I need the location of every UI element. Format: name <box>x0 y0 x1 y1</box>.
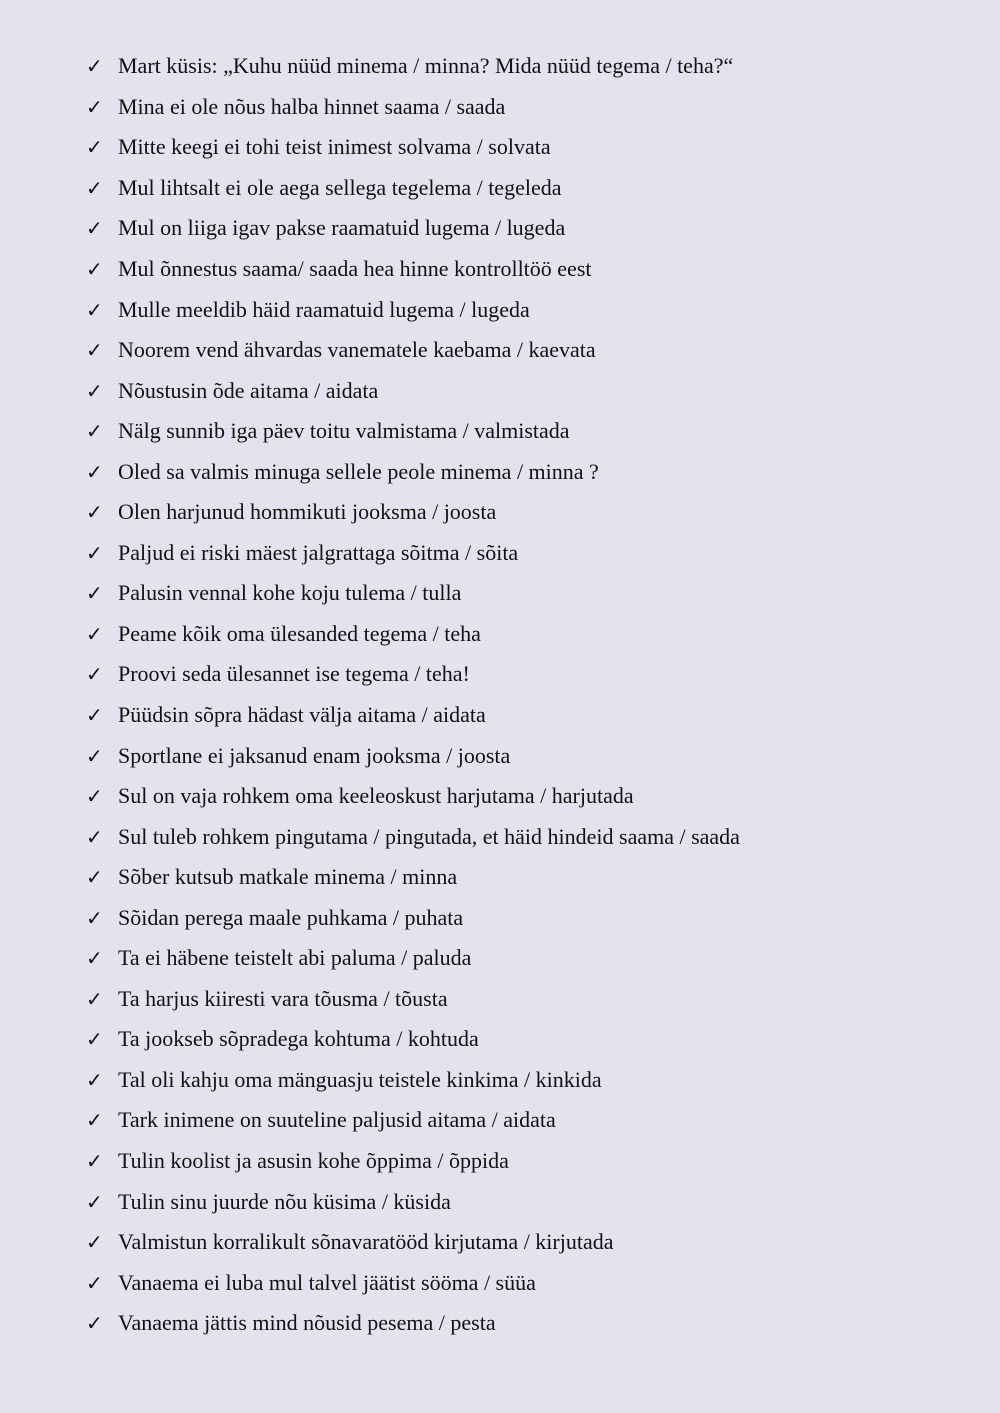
checkmark-icon: ✓ <box>86 1270 103 1295</box>
list-item-text: Vanaema jättis mind nõusid pesema / pesta <box>118 1310 496 1336</box>
list-item-text: Sul on vaja rohkem oma keeleoskust harjutama / harjutada <box>118 783 634 809</box>
checkmark-icon: ✓ <box>86 986 103 1011</box>
list-item-text: Tulin koolist ja asusin kohe õppima / õppida <box>118 1148 509 1174</box>
list-item-text: Ta jookseb sõpradega kohtuma / kohtuda <box>118 1026 479 1052</box>
list-item <box>86 1019 966 1060</box>
list-item-text: Tark inimene on suuteline paljusid aitama / aidata <box>118 1107 556 1133</box>
list-item <box>86 1100 966 1141</box>
list-item-text: Olen harjunud hommikuti jooksma / joosta <box>118 499 497 525</box>
checkmark-icon: ✓ <box>86 135 103 160</box>
list-item <box>86 1222 966 1263</box>
list-item <box>86 1141 966 1182</box>
checkmark-icon: ✓ <box>86 257 103 281</box>
list-item-text: Püüdsin sõpra hädast välja aitama / aidata <box>118 702 486 728</box>
checkmark-icon: ✓ <box>86 784 103 809</box>
list-item <box>86 654 966 695</box>
checkmark-icon: ✓ <box>86 865 103 890</box>
list-item <box>86 938 966 979</box>
checkmark-icon: ✓ <box>86 1067 103 1092</box>
list-item <box>86 208 966 249</box>
list-item <box>86 695 966 736</box>
list-item-text: Sportlane ei jaksanud enam jooksma / joosta <box>118 742 511 768</box>
list-item <box>86 411 966 452</box>
list-item-text: Vanaema ei luba mul talvel jäätist sööma / süüa <box>118 1269 536 1295</box>
checkmark-icon: ✓ <box>86 743 103 768</box>
list-item <box>86 1181 966 1222</box>
list-item-text: Sul tuleb rohkem pingutama / pingutada, et häid hindeid saama / saada <box>118 823 740 849</box>
list-item-text: Nälg sunnib iga päev toitu valmistama / valmistada <box>118 418 570 444</box>
list-item-text: Mart küsis: „Kuhu nüüd minema / minna? Mida nüüd tegema / teha?“ <box>118 53 734 79</box>
list-item-text: Valmistun korralikult sõnavaratööd kirjutama / kirjutada <box>118 1229 614 1255</box>
list-item <box>86 979 966 1020</box>
list-item-text: Mina ei ole nõus halba hinnet saama / saada <box>118 93 506 119</box>
list-item-text: Ta ei häbene teistelt abi paluma / paluda <box>118 945 472 971</box>
list-item <box>86 735 966 776</box>
list-item <box>86 897 966 938</box>
list-item <box>86 1262 966 1303</box>
list-item <box>86 573 966 614</box>
list-item-text: Sõidan perega maale puhkama / puhata <box>118 904 464 930</box>
checkmark-icon: ✓ <box>86 500 103 525</box>
list-item <box>86 168 966 209</box>
list-item <box>86 492 966 533</box>
checkmark-icon: ✓ <box>86 905 103 930</box>
checkmark-icon: ✓ <box>86 540 103 565</box>
checkmark-icon: ✓ <box>86 94 103 119</box>
list-item <box>86 816 966 857</box>
list-item <box>86 87 966 128</box>
list-item <box>86 614 966 655</box>
list-item <box>86 46 966 87</box>
checkmark-icon: ✓ <box>86 1108 103 1133</box>
list-item-text: Sõber kutsub matkale minema / minna <box>118 864 458 890</box>
list-item-text: Oled sa valmis minuga sellele peole minema / minna ? <box>118 458 599 484</box>
checkmark-icon: ✓ <box>86 338 103 363</box>
checkmark-icon: ✓ <box>86 459 103 484</box>
list-item-text: Peame kõik oma ülesanded tegema / teha <box>118 620 481 646</box>
checkmark-icon: ✓ <box>86 703 103 728</box>
checkmark-icon: ✓ <box>86 54 103 79</box>
list-item <box>86 1303 966 1344</box>
list-item-text: Mul lihtsalt ei ole aega sellega tegelema / tegeleda <box>118 174 562 200</box>
list-item <box>86 857 966 898</box>
list-item-text: Noorem vend ähvardas vanematele kaebama / kaevata <box>118 337 596 363</box>
list-item <box>86 370 966 411</box>
checkmark-icon: ✓ <box>86 824 103 849</box>
list-item-text: Palusin vennal kohe koju tulema / tulla <box>118 580 462 606</box>
checkmark-icon: ✓ <box>86 662 103 687</box>
checkmark-icon: ✓ <box>86 1149 103 1174</box>
checkmark-icon: ✓ <box>86 378 103 403</box>
checkmark-icon: ✓ <box>86 1027 103 1052</box>
checkmark-icon: ✓ <box>86 581 103 606</box>
list-item-text: Nõustusin õde aitama / aidata <box>118 377 379 403</box>
list-item <box>86 127 966 168</box>
list-item <box>86 533 966 574</box>
list-item-text: Ta harjus kiiresti vara tõusma / tõusta <box>118 985 448 1011</box>
checkmark-icon: ✓ <box>86 1189 103 1214</box>
checkmark-icon: ✓ <box>86 216 103 241</box>
list-item <box>86 289 966 330</box>
checkmark-icon: ✓ <box>86 175 103 200</box>
list-item-text: Mul õnnestus saama/ saada hea hinne kontrolltöö eest <box>118 256 592 281</box>
checkmark-icon: ✓ <box>86 419 103 444</box>
checkmark-icon: ✓ <box>86 621 103 646</box>
list-item-text: Proovi seda ülesannet ise tegema / teha! <box>118 661 470 687</box>
checkmark-icon: ✓ <box>86 1311 103 1336</box>
list-item <box>86 451 966 492</box>
list-item-text: Tulin sinu juurde nõu küsima / küsida <box>118 1188 451 1214</box>
list-item-text: Mul on liiga igav pakse raamatuid lugema / lugeda <box>118 215 566 241</box>
checkmark-icon: ✓ <box>86 297 103 322</box>
list-item <box>86 249 966 290</box>
list-item-text: Paljud ei riski mäest jalgrattaga sõitma / sõita <box>118 539 519 565</box>
list-item-text: Mulle meeldib häid raamatuid lugema / lugeda <box>118 296 530 322</box>
checkmark-icon: ✓ <box>86 1230 103 1255</box>
list-item-text: Mitte keegi ei tohi teist inimest solvama / solvata <box>118 134 551 160</box>
list-item-text: Tal oli kahju oma mänguasju teistele kinkima / kinkida <box>118 1066 602 1092</box>
checkmark-icon: ✓ <box>86 946 103 971</box>
list-item <box>86 330 966 371</box>
list-item <box>86 776 966 817</box>
list-item <box>86 1060 966 1101</box>
sentence-list <box>86 46 966 1344</box>
